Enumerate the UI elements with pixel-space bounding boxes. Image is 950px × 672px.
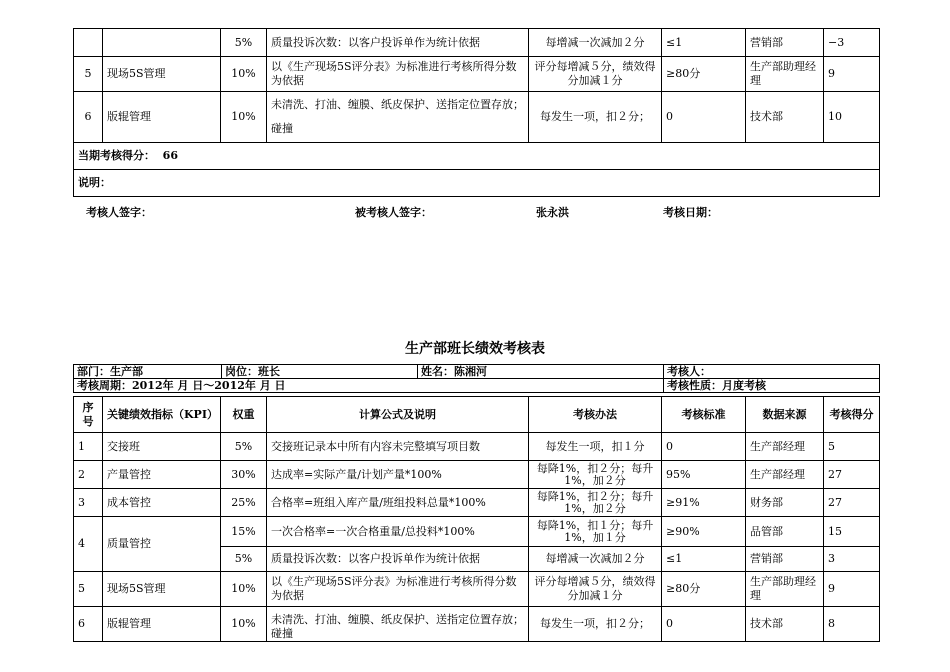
table-row: [74, 517, 880, 547]
header-formula: 计算公式及说明: [267, 397, 529, 433]
score-cell: 27: [824, 461, 880, 489]
weight-cell: 10%: [221, 92, 267, 143]
score-cell: 27: [824, 489, 880, 517]
weight-cell: 25%: [221, 489, 267, 517]
form-title: 生产部班长绩效考核表: [405, 341, 545, 357]
summary-score-row: [74, 143, 880, 170]
source-cell: 生产部助理经理: [746, 572, 824, 607]
table-row: [74, 572, 880, 607]
weight-cell: 30%: [221, 461, 267, 489]
seq-cell: [74, 29, 103, 57]
table-row: [74, 92, 880, 143]
kpi-cell: 产量管控: [103, 461, 221, 489]
standard-cell: 0: [662, 433, 746, 461]
score-cell: 9: [824, 57, 880, 92]
source-cell: 生产部经理: [746, 461, 824, 489]
kpi-cell: 现场5S管理: [103, 57, 221, 92]
score-cell: 15: [824, 517, 880, 547]
source-cell: 技术部: [746, 92, 824, 143]
table-row: [74, 489, 880, 517]
header-method: 考核办法: [529, 397, 662, 433]
weight-cell: 10%: [221, 607, 267, 642]
form-info-table: [73, 364, 880, 393]
table-row: [74, 433, 880, 461]
method-cell: 每降1%，扣１分；每升1%，加１分: [529, 517, 662, 547]
source-cell: 技术部: [746, 607, 824, 642]
formula-cell: 一次合格率=一次合格重量/总投料*100%: [267, 517, 529, 547]
seq-cell: 3: [74, 489, 103, 517]
seq-cell: 4: [74, 517, 103, 572]
kpi-cell: 成本管控: [103, 489, 221, 517]
standard-cell: 0: [662, 92, 746, 143]
kpi-cell: 交接班: [103, 433, 221, 461]
formula-cell: 以《生产现场5S评分表》为标准进行考核所得分数为依据: [267, 57, 529, 92]
standard-cell: ≤1: [662, 29, 746, 57]
source-cell: 营销部: [746, 547, 824, 572]
method-cell: 评分每增减５分，绩效得分加减１分: [529, 572, 662, 607]
kpi-cell: [103, 29, 221, 57]
formula-cell: 达成率=实际产量/计划产量*100%: [267, 461, 529, 489]
continued-assessment-table: [73, 28, 880, 197]
standard-cell: ≥80分: [662, 572, 746, 607]
score-cell: 5: [824, 433, 880, 461]
header-kpi: 关键绩效指标（KPI）: [103, 397, 221, 433]
method-cell: 每发生一项，扣２分；: [529, 92, 662, 143]
method-cell: 每增减一次减加２分: [529, 29, 662, 57]
source-cell: 生产部经理: [746, 433, 824, 461]
kpi-cell: 版辊管理: [103, 607, 221, 642]
table-row: [74, 607, 880, 642]
method-cell: 每发生一项，扣２分；: [529, 607, 662, 642]
formula-cell: 以《生产现场5S评分表》为标准进行考核所得分数为依据: [267, 572, 529, 607]
summary-score-cell: [74, 143, 880, 170]
note-label: 说明：: [74, 170, 880, 197]
post-field: 岗位：班长: [222, 365, 418, 379]
score-cell: 8: [824, 607, 880, 642]
table-row: [74, 29, 880, 57]
department-field: 部门：生产部: [74, 365, 222, 379]
assessor-signature-label: 考核人签字：: [86, 206, 152, 219]
formula-cell: 合格率=班组入库产量/班组投料总量*100%: [267, 489, 529, 517]
note-row: [74, 170, 880, 197]
formula-cell: 质量投诉次数：以客户投诉单作为统计依据: [267, 547, 529, 572]
weight-cell: 5%: [221, 547, 267, 572]
period-field: 考核周期：2012年 月 日～2012年 月 日: [74, 379, 664, 393]
method-cell: 每发生一项，扣１分: [529, 433, 662, 461]
source-cell: 品管部: [746, 517, 824, 547]
header-standard: 考核标准: [662, 397, 746, 433]
method-cell: 评分每增减５分，绩效得分加减１分: [529, 57, 662, 92]
assessment-date-label: 考核日期：: [663, 206, 718, 219]
source-cell: 生产部助理经理: [746, 57, 824, 92]
info-row: [74, 365, 880, 379]
method-cell: 每增减一次减加２分: [529, 547, 662, 572]
seq-cell: 6: [74, 607, 103, 642]
header-seq: 序号: [74, 397, 103, 433]
header-source: 数据来源: [746, 397, 824, 433]
source-cell: 营销部: [746, 29, 824, 57]
assessee-signature-label: 被考核人签字：: [355, 206, 432, 219]
seq-cell: 5: [74, 572, 103, 607]
kpi-cell: 现场5S管理: [103, 572, 221, 607]
standard-cell: 0: [662, 607, 746, 642]
formula-cell: 未清洗、打油、缠膜、纸皮保护、送指定位置存放；碰撞: [267, 607, 529, 642]
assessee-name: 张永洪: [536, 206, 569, 219]
standard-cell: ≤1: [662, 547, 746, 572]
weight-cell: 5%: [221, 29, 267, 57]
weight-cell: 15%: [221, 517, 267, 547]
kpi-cell: 质量管控: [103, 517, 221, 572]
source-cell: 财务部: [746, 489, 824, 517]
weight-cell: 5%: [221, 433, 267, 461]
method-cell: 每降1%，扣２分；每升1%，加２分: [529, 489, 662, 517]
score-cell: 3: [824, 547, 880, 572]
formula-cell: 交接班记录本中所有内容未完整填写项目数: [267, 433, 529, 461]
table-row: [74, 461, 880, 489]
seq-cell: 5: [74, 57, 103, 92]
table-row: [74, 57, 880, 92]
info-row: [74, 379, 880, 393]
standard-cell: ≥91%: [662, 489, 746, 517]
standard-cell: ≥90%: [662, 517, 746, 547]
score-label: 当期考核得分：: [78, 149, 155, 162]
score-cell: −3: [824, 29, 880, 57]
weight-cell: 10%: [221, 57, 267, 92]
nature-field: 考核性质：月度考核: [664, 379, 880, 393]
table-header-row: [74, 397, 880, 433]
method-cell: 每降1%，扣２分；每升1%，加２分: [529, 461, 662, 489]
name-field: 姓名：陈湘河: [418, 365, 664, 379]
formula-cell: 未清洗、打油、缠膜、纸皮保护、送指定位置存放；碰撞: [267, 92, 529, 143]
score-cell: 9: [824, 572, 880, 607]
assessor-field: 考核人：: [664, 365, 880, 379]
kpi-cell: 版辊管理: [103, 92, 221, 143]
formula-cell: 质量投诉次数：以客户投诉单作为统计依据: [267, 29, 529, 57]
score-cell: 10: [824, 92, 880, 143]
header-score: 考核得分: [824, 397, 880, 433]
standard-cell: ≥80分: [662, 57, 746, 92]
header-weight: 权重: [221, 397, 267, 433]
kpi-assessment-table: [73, 396, 880, 642]
seq-cell: 1: [74, 433, 103, 461]
weight-cell: 10%: [221, 572, 267, 607]
seq-cell: 2: [74, 461, 103, 489]
standard-cell: 95%: [662, 461, 746, 489]
score-value: 66: [162, 149, 178, 162]
seq-cell: 6: [74, 92, 103, 143]
